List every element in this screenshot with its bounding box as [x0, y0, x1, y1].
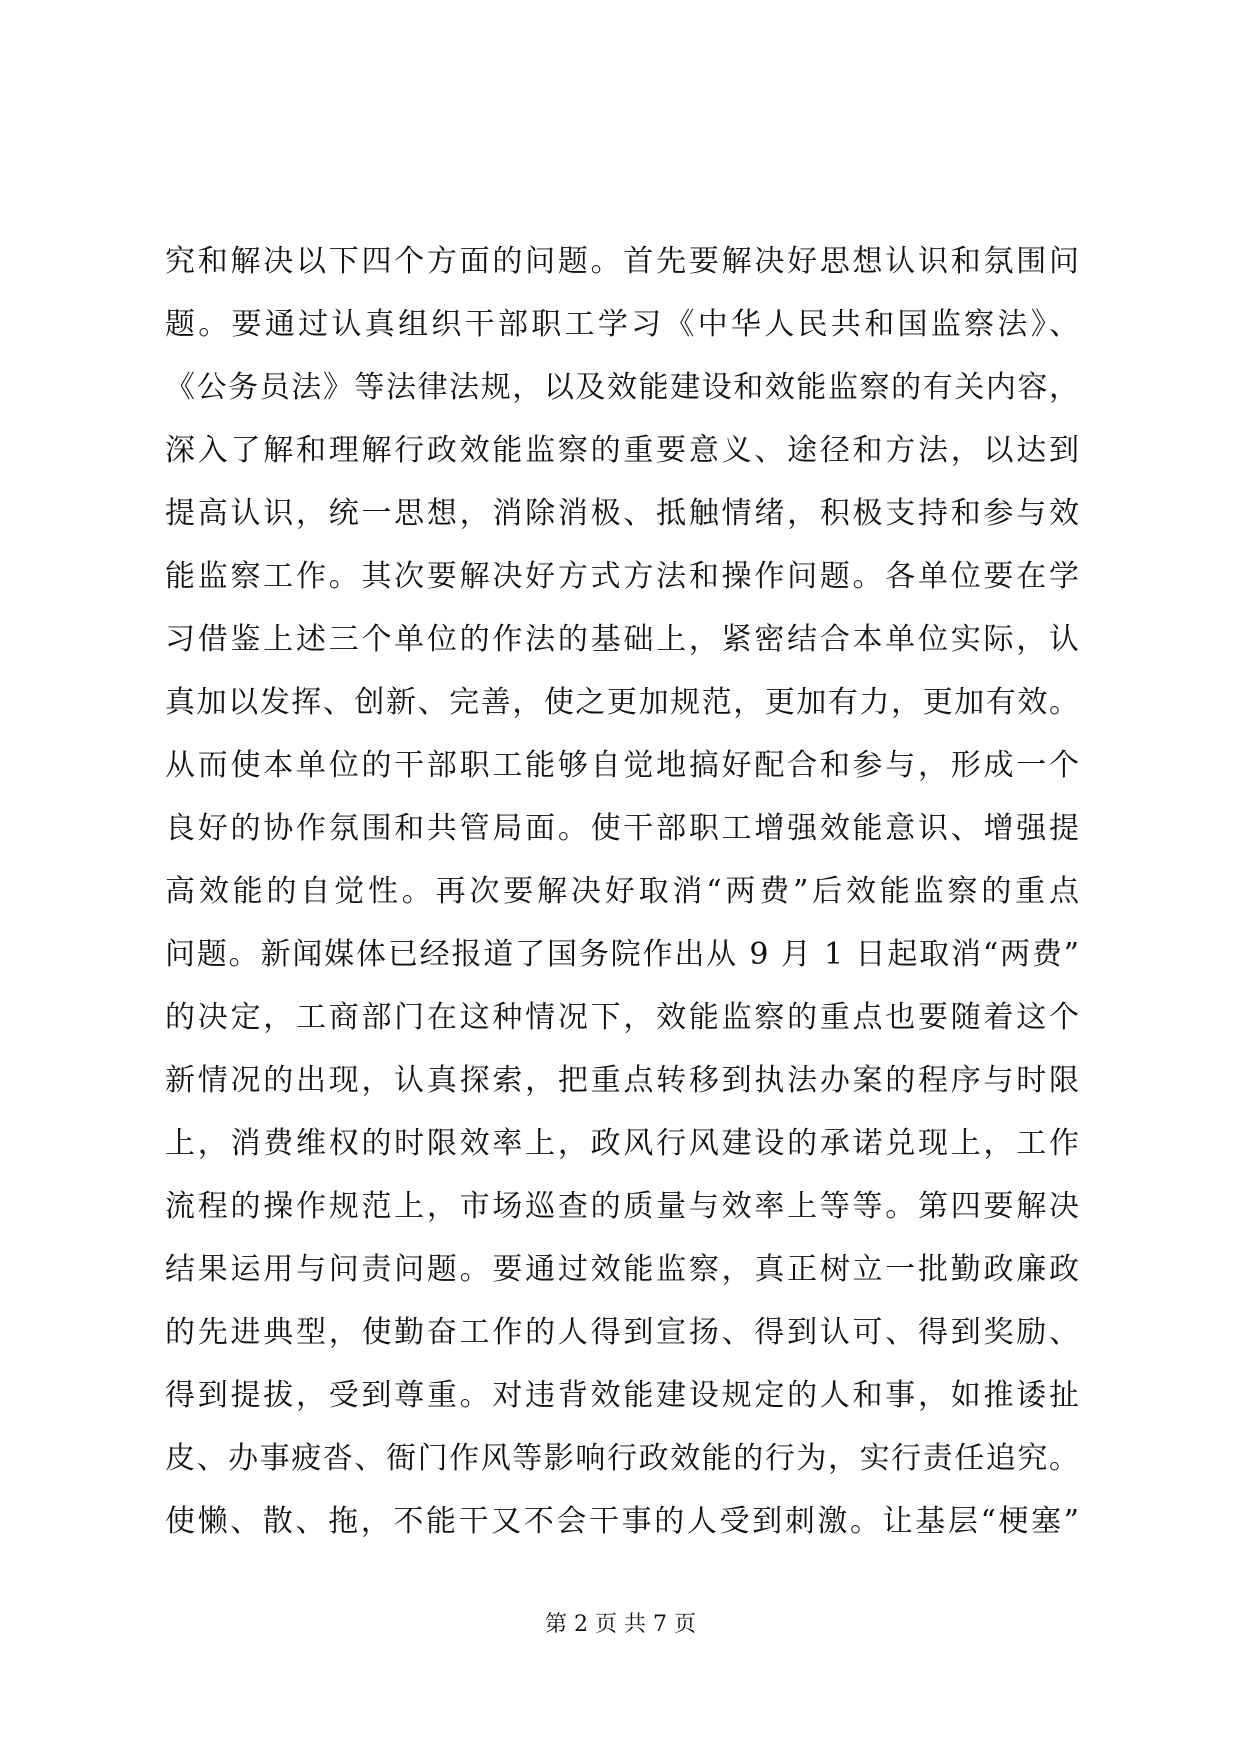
- text-line: 良好的协作氛围和共管局面。使干部职工增强效能意识、增强提: [165, 811, 1080, 846]
- text-line: 上，消费维权的时限效率上，政风行风建设的承诺兑现上，工作: [165, 1126, 1080, 1161]
- text-line: 习借鉴上述三个单位的作法的基础上，紧密结合本单位实际，认: [165, 622, 1080, 657]
- text-line: 问题。新闻媒体已经报道了国务院作出从 9 月 1 日起取消“两费”: [165, 937, 1080, 972]
- text-line: 结果运用与问责问题。要通过效能监察，真正树立一批勤政廉政: [165, 1252, 1080, 1287]
- text-line: 深入了解和理解行政效能监察的重要意义、途径和方法，以达到: [165, 433, 1080, 468]
- text-line: 提高认识，统一思想，消除消极、抵触情绪，积极支持和参与效: [165, 496, 1080, 531]
- text-line: 的决定，工商部门在这种情况下，效能监察的重点也要随着这个: [165, 1000, 1080, 1035]
- text-line: 使懒、散、拖，不能干又不会干事的人受到刺激。让基层“梗塞”: [165, 1504, 1080, 1539]
- text-line: 新情况的出现，认真探索，把重点转移到执法办案的程序与时限: [165, 1063, 1080, 1098]
- text-line: 能监察工作。其次要解决好方式方法和操作问题。各单位要在学: [165, 559, 1080, 594]
- text-line: 究和解决以下四个方面的问题。首先要解决好思想认识和氛围问: [165, 244, 1080, 279]
- text-line: 的先进典型，使勤奋工作的人得到宣扬、得到认可、得到奖励、: [165, 1315, 1080, 1350]
- body-text: [165, 230, 1080, 1553]
- text-line: 流程的操作规范上，市场巡查的质量与效率上等等。第四要解决: [165, 1189, 1080, 1224]
- text-line: 真加以发挥、创新、完善，使之更加规范，更加有力，更加有效。: [165, 685, 1080, 720]
- page-footer: 第 2 页 共 7 页: [545, 1612, 696, 1637]
- text-line: 从而使本单位的干部职工能够自觉地搞好配合和参与，形成一个: [165, 748, 1080, 783]
- text-line: 题。要通过认真组织干部职工学习《中华人民共和国监察法》、: [165, 307, 1080, 342]
- text-line: 高效能的自觉性。再次要解决好取消“两费”后效能监察的重点: [165, 874, 1080, 909]
- text-line: 得到提拔，受到尊重。对违背效能建设规定的人和事，如推诿扯: [165, 1378, 1080, 1413]
- text-line: 《公务员法》等法律法规，以及效能建设和效能监察的有关内容，: [165, 370, 1080, 405]
- text-line: 皮、办事疲沓、衙门作风等影响行政效能的行为，实行责任追究。: [165, 1441, 1080, 1476]
